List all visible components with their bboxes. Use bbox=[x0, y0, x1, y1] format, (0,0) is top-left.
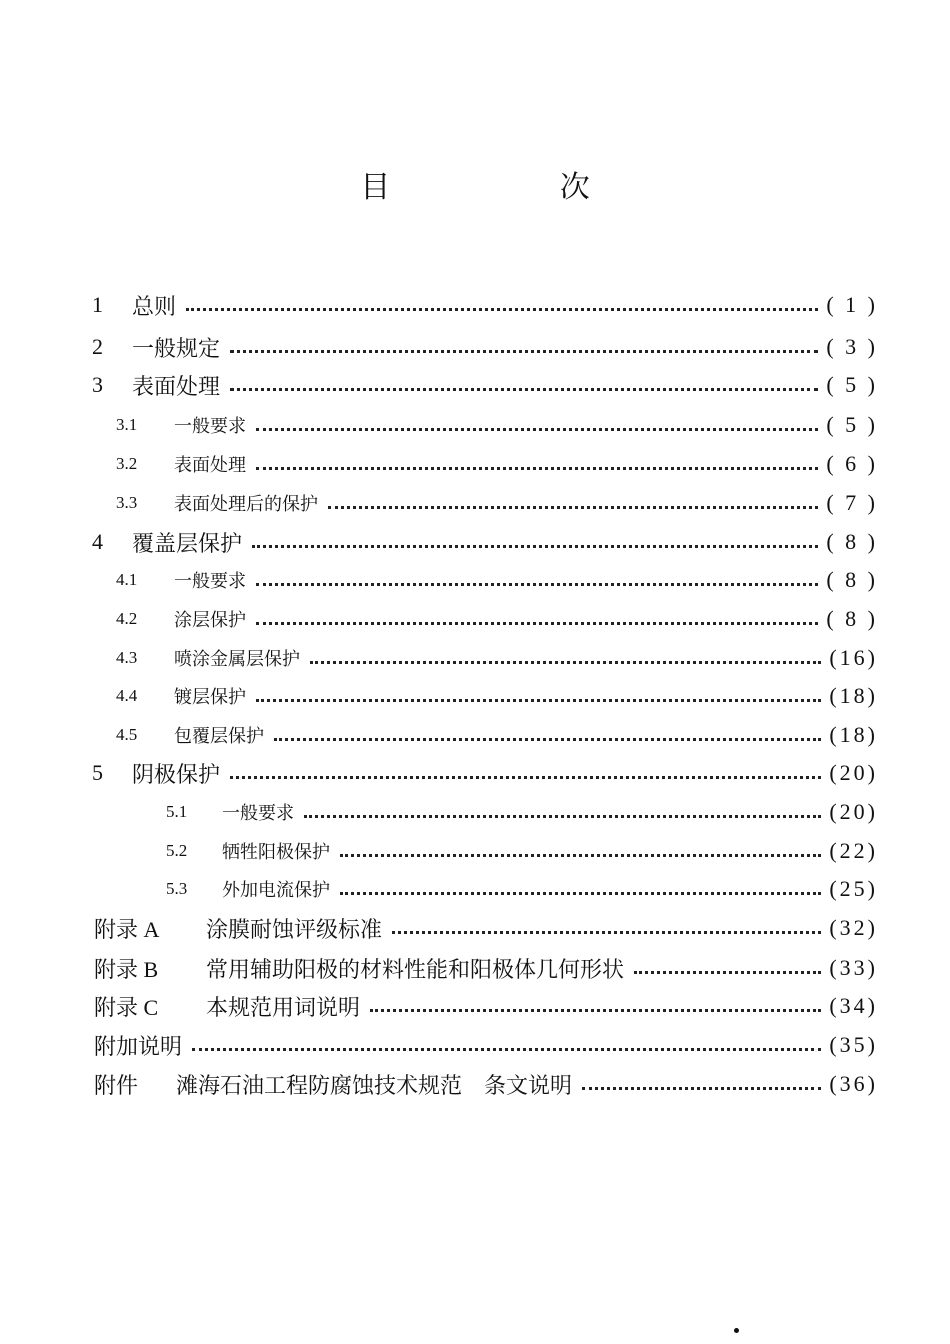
entry-page: ( 1 ) bbox=[826, 292, 878, 317]
entry-number: 4 bbox=[92, 529, 103, 554]
entry-number: 3.3 bbox=[116, 493, 138, 512]
entry-number: 3.2 bbox=[116, 454, 138, 473]
toc-entry[interactable] bbox=[92, 527, 878, 557]
dot-leader bbox=[304, 811, 821, 818]
entry-page: (25) bbox=[829, 876, 878, 901]
entry-title: 常用辅助阳极的材料性能和阳极体几何形状 bbox=[206, 957, 625, 983]
entry-title: 涂层保护 bbox=[174, 610, 246, 631]
toc-entry[interactable] bbox=[94, 953, 878, 983]
entry-page: (22) bbox=[829, 838, 878, 863]
dot-leader bbox=[582, 1083, 821, 1090]
entry-title: 表面处理 bbox=[132, 374, 221, 400]
toc-entry[interactable] bbox=[166, 797, 878, 827]
entry-title: 表面处理后的保护 bbox=[174, 494, 318, 515]
dot-leader bbox=[230, 384, 818, 391]
entry-title: 覆盖层保护 bbox=[132, 531, 243, 557]
entry-title: 包覆层保护 bbox=[174, 726, 264, 747]
toc-entry[interactable] bbox=[92, 290, 878, 320]
entry-title: 阴极保护 bbox=[132, 762, 221, 788]
entry-page: (32) bbox=[829, 915, 878, 940]
entry-page: ( 8 ) bbox=[826, 529, 878, 554]
toc-entry[interactable] bbox=[166, 836, 878, 866]
entry-number: 4.5 bbox=[116, 725, 138, 744]
entry-number: 附录 A bbox=[94, 916, 160, 942]
dot-leader bbox=[634, 967, 821, 974]
entry-page: (16) bbox=[829, 645, 878, 670]
dot-leader bbox=[230, 346, 818, 353]
entry-page: (35) bbox=[829, 1032, 878, 1057]
entry-title: 本规范用词说明 bbox=[206, 995, 361, 1021]
entry-title: 一般要求 bbox=[222, 803, 294, 824]
dot-leader bbox=[392, 927, 821, 934]
entry-title: 一般要求 bbox=[174, 416, 246, 437]
dot-leader bbox=[186, 304, 818, 311]
toc-entry[interactable] bbox=[94, 913, 878, 943]
entry-number: 2 bbox=[92, 334, 103, 359]
entry-number: 5.2 bbox=[166, 841, 188, 860]
entry-title: 镀层保护 bbox=[174, 687, 246, 708]
toc-entry[interactable] bbox=[92, 332, 878, 362]
toc-entry[interactable] bbox=[94, 1030, 878, 1060]
toc-entry[interactable] bbox=[116, 565, 878, 595]
toc-entry[interactable] bbox=[116, 488, 878, 518]
entry-page: (36) bbox=[829, 1071, 878, 1096]
entry-number: 4.4 bbox=[116, 686, 138, 705]
entry-title: 一般规定 bbox=[132, 336, 221, 362]
dot-leader bbox=[310, 657, 821, 664]
entry-page: (18) bbox=[829, 722, 878, 747]
entry-title: 附加说明 bbox=[94, 1034, 183, 1060]
entry-page: ( 3 ) bbox=[826, 334, 878, 359]
dot-leader bbox=[274, 734, 821, 741]
entry-title: 一般要求 bbox=[174, 571, 246, 592]
toc-entry[interactable] bbox=[94, 1069, 878, 1099]
entry-number: 附录 B bbox=[94, 956, 159, 982]
entry-number: 附录 C bbox=[94, 994, 159, 1020]
entry-number: 3.1 bbox=[116, 415, 138, 434]
dot-leader bbox=[370, 1005, 821, 1012]
entry-title: 涂膜耐蚀评级标准 bbox=[206, 917, 383, 943]
scan-speck bbox=[734, 1328, 739, 1333]
dot-leader bbox=[256, 463, 818, 470]
entry-title: 总则 bbox=[132, 294, 177, 320]
entry-number: 4.1 bbox=[116, 570, 138, 589]
dot-leader bbox=[256, 579, 818, 586]
entry-page: (33) bbox=[829, 955, 878, 980]
entry-page: (20) bbox=[829, 799, 878, 824]
entry-number: 4.2 bbox=[116, 609, 138, 628]
entry-page: ( 8 ) bbox=[826, 606, 878, 631]
toc-entry[interactable] bbox=[116, 604, 878, 634]
dot-leader bbox=[340, 850, 821, 857]
entry-title: 牺牲阳极保护 bbox=[222, 842, 330, 863]
entry-title: 表面处理 bbox=[174, 455, 246, 476]
entry-number: 4.3 bbox=[116, 648, 138, 667]
entry-page: (34) bbox=[829, 993, 878, 1018]
toc-entry[interactable] bbox=[116, 643, 878, 673]
entry-number: 1 bbox=[92, 292, 103, 317]
toc-entry[interactable] bbox=[116, 681, 878, 711]
entry-number: 附件 bbox=[94, 1072, 139, 1098]
toc-entry[interactable] bbox=[116, 720, 878, 750]
dot-leader bbox=[328, 502, 818, 509]
entry-title: 滩海石油工程防腐蚀技术规范 条文说明 bbox=[176, 1073, 573, 1099]
entry-number: 3 bbox=[92, 372, 103, 397]
entry-page: ( 8 ) bbox=[826, 567, 878, 592]
entry-title: 喷涂金属层保护 bbox=[174, 649, 300, 670]
toc-entry[interactable] bbox=[94, 991, 878, 1021]
entry-page: (18) bbox=[829, 683, 878, 708]
dot-leader bbox=[256, 424, 818, 431]
dot-leader bbox=[256, 618, 818, 625]
entry-number: 5 bbox=[92, 760, 103, 785]
toc-entry[interactable] bbox=[116, 410, 878, 440]
entry-page: ( 6 ) bbox=[826, 451, 878, 476]
entry-number: 5.3 bbox=[166, 879, 188, 898]
entry-page: ( 7 ) bbox=[826, 490, 878, 515]
dot-leader bbox=[230, 772, 821, 779]
dot-leader bbox=[256, 695, 821, 702]
entry-page: (20) bbox=[829, 760, 878, 785]
entry-title: 外加电流保护 bbox=[222, 880, 330, 901]
entry-number: 5.1 bbox=[166, 802, 188, 821]
dot-leader bbox=[192, 1044, 821, 1051]
toc-entry[interactable] bbox=[116, 449, 878, 479]
toc-entry[interactable] bbox=[166, 874, 878, 904]
toc-entry[interactable] bbox=[92, 758, 878, 788]
dot-leader bbox=[252, 541, 818, 548]
dot-leader bbox=[340, 888, 821, 895]
page-title: 目 次 bbox=[360, 170, 670, 205]
entry-page: ( 5 ) bbox=[826, 412, 878, 437]
toc-entry[interactable] bbox=[92, 370, 878, 400]
entry-page: ( 5 ) bbox=[826, 372, 878, 397]
